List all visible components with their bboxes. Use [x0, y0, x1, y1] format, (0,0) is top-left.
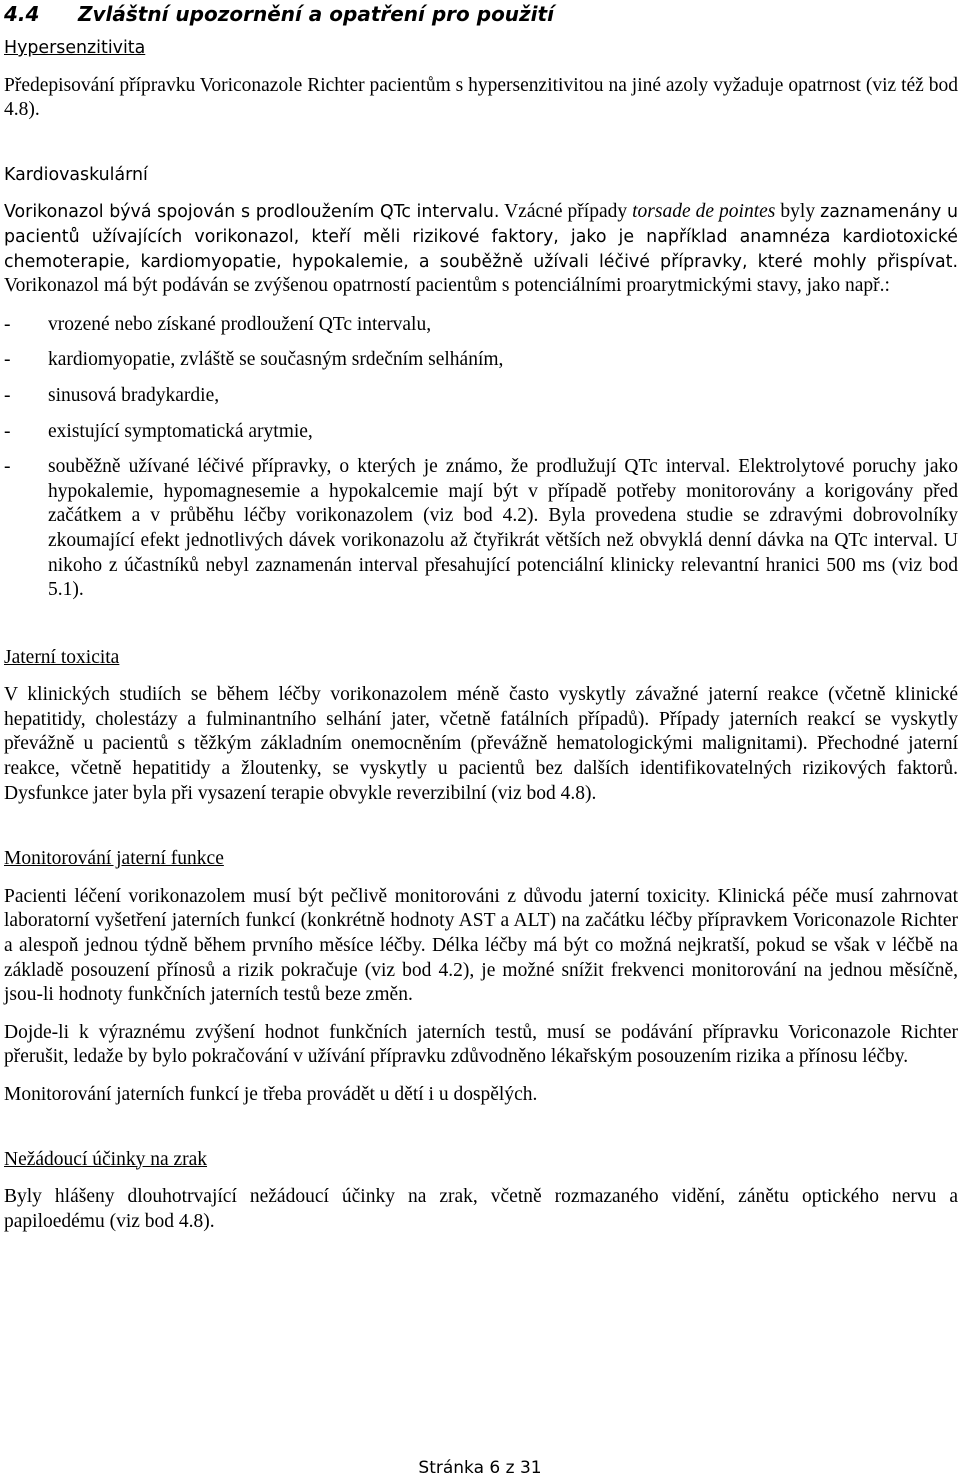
- visual-effects-heading: Nežádoucí účinky na zrak: [4, 1148, 208, 1170]
- section-number: 4.4: [4, 2, 40, 26]
- hypersensitivity-heading: Hypersenzitivita: [4, 38, 146, 58]
- cardio-text-part-5: Vorikonazol má být podáván se zvýšenou opatrností pacientům s potenciálními proarytmickými stavy, jako např.:: [4, 275, 890, 297]
- list-item: - souběžně užívané léčivé přípravky, o kterých je známo, že prodlužují QTc interval. Elektrolytové poruchy jako hypokalemie, hypomagnesemie a hypokalcemie mají být v případě potřeby monitorovány a korigovány před začátkem a v průběhu léčby vorikonazolem (viz bod 4.2). Byla provedena studie se zdravými dobrovolníky zkoumající efekt jednotlivých dávek vorikonazolu až čtyřikrát větších než obvyklá denní dávka na QTc interval. U nikoho z účastníků nebyl zaznamenán interval přesahující potenciální klinicky relevantní hranici 500 ms (viz bod 5.1).: [4, 456, 958, 601]
- list-item: - existující symptomatická arytmie,: [4, 420, 313, 442]
- cardio-text-part-2: Vzácné případy: [504, 201, 628, 223]
- hypersensitivity-text: Předepisování přípravku Voriconazole Richter pacientům s hypersenzitivitou na jiné azoly vyžaduje opatrnost (viz též bod 4.8).: [4, 74, 958, 121]
- liver-monitoring-heading: Monitorování jaterní funkce: [4, 848, 224, 870]
- cardio-text-italic: torsade de pointes: [632, 201, 776, 223]
- cardio-risk-list: [4, 313, 958, 603]
- section-heading: [4, 2, 958, 32]
- cardio-heading: Kardiovaskulární: [4, 164, 148, 185]
- list-item: - vrozené nebo získané prodloužení QTc intervalu,: [4, 313, 432, 335]
- liver-toxicity-text: V klinických studiích se během léčby vorikonazolem méně často vyskytly závažné jaterní reakce (včetně klinické hepatitidy, cholestázy a fulminantního selhání jater, včetně fatálních případů). Případy jaterních reakcí se vyskytly převážně u pacientů s těžkým základním onemocněním (převážně hematologickými malignitami). Přechodné jaterní reakce, včetně hepatitidy a žloutenky, se vyskytly u pacientů bez dalších identifikovatelných rizikových faktorů. Dysfunkce jater byla při vysazení terapie obvykle reverzibilní (viz bod 4.8).: [4, 684, 958, 804]
- list-item: - sinusová bradykardie,: [4, 384, 220, 406]
- section-title: Zvláštní upozornění a opatření pro použití: [78, 2, 554, 26]
- list-item: - kardiomyopatie, zvláště se současným srdečním selháním,: [4, 349, 504, 371]
- cardio-text-part-4: zaznamenány u pacientů užívajících vorikonazol, kteří měli rizikové faktory, jako je například anamnéza kardiotoxické chemoterapie, kardiomyopatie, hypokalemie, a souběžně užívali léčivé přípravky, které mohly přispívat.: [4, 202, 959, 272]
- cardio-text-part-1: Vorikonazol bývá spojován s prodloužením QTc intervalu.: [4, 202, 500, 223]
- liver-monitoring-paragraph-1: Pacienti léčení vorikonazolem musí být pečlivě monitorováni z důvodu jaterní toxicity. Klinická péče musí zahrnovat laboratorní vyšetření jaterních funkcí (konkrétně hodnoty AST a ALT) na začátku léčby přípravkem Voriconazole Richter a alespoň jednou týdně během prvního měsíce léčby. Délka léčby má být co možná nejkratší, pokud se však v léčbě na základě posouzení přínosů a rizik pokračuje (viz bod 4.2), je možné snížit frekvenci monitorování na jednou měsíčně, jsou-li hodnoty funkčních jaterních testů beze změn.: [4, 885, 958, 1006]
- cardio-text: [4, 200, 958, 298]
- cardio-text-part-3: byly: [780, 201, 816, 223]
- visual-effects-text: Byly hlášeny dlouhotrvající nežádoucí účinky na zrak, včetně rozmazaného vidění, zánětu optického nervu a papiloedému (viz bod 4.8).: [4, 1186, 958, 1232]
- liver-toxicity-heading: Jaterní toxicita: [4, 646, 120, 668]
- page-footer: Stránka 6 z 31: [418, 1458, 542, 1478]
- liver-monitoring-paragraph-2: Dojde-li k výraznému zvýšení hodnot funkčních jaterních testů, musí se podávání přípravku Voriconazole Richter přerušit, ledaže by bylo pokračování v užívání přípravku zdůvodněno lékařským posouzením rizika a přínosu léčby.: [4, 1021, 958, 1068]
- document-page: [4, 0, 958, 1234]
- liver-monitoring-paragraph-3: Monitorování jaterních funkcí je třeba provádět u dětí i u dospělých.: [4, 1084, 538, 1105]
